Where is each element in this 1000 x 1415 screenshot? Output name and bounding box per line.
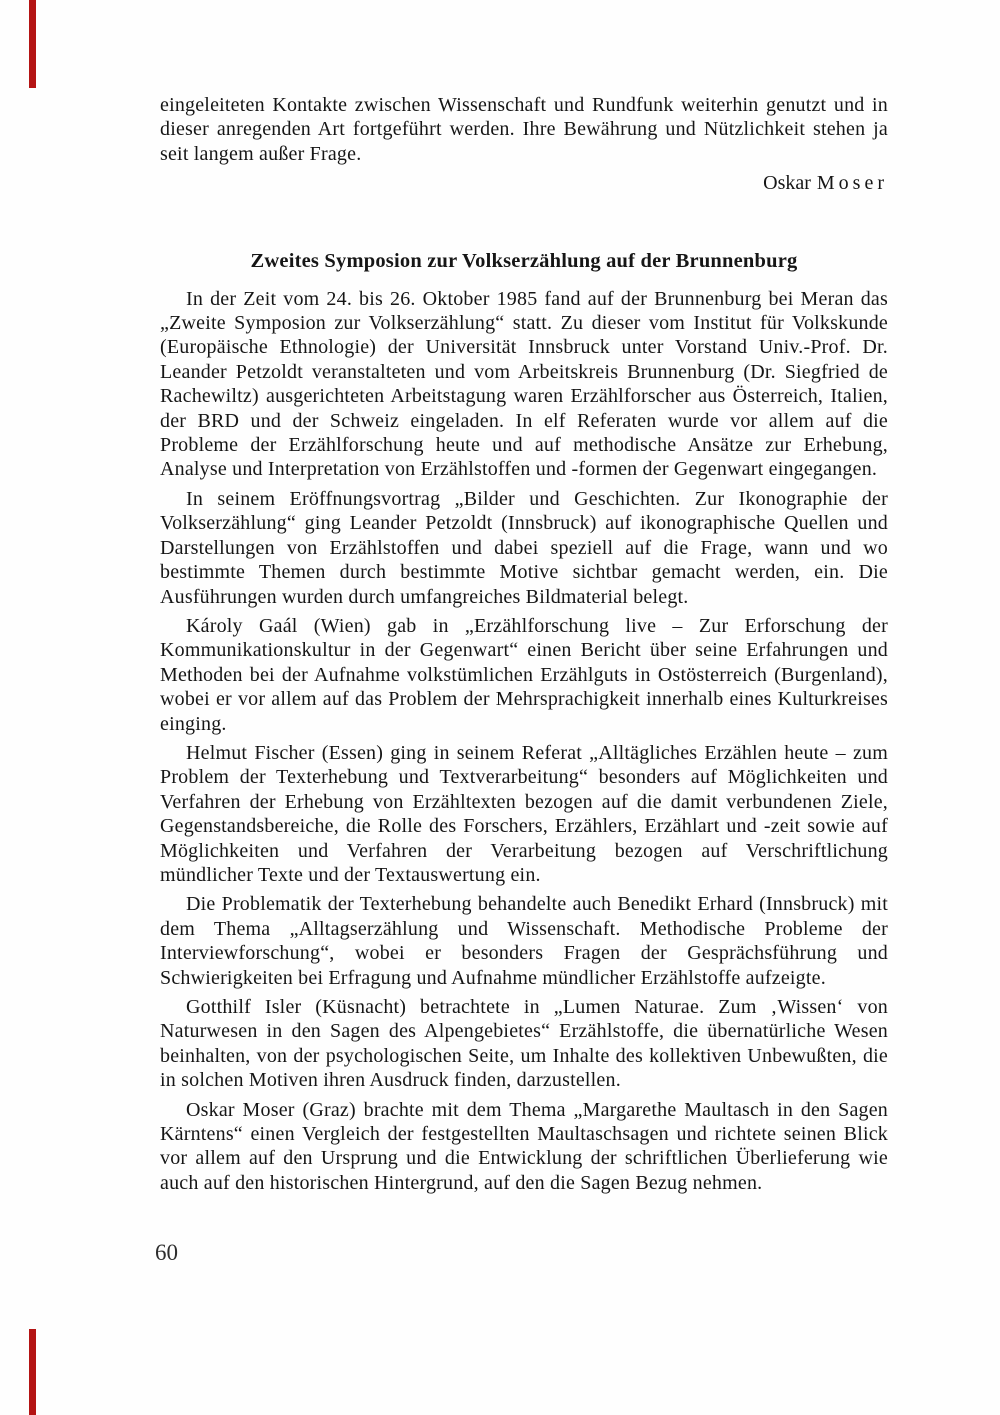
- intro-continuation-paragraph: eingeleiteten Kontakte zwischen Wissenschaft und Rundfunk weiterhin genutzt und in dieser anregenden Art fortgeführt werden. Ihre Bewährung und Nützlichkeit stehen ja seit langem außer Frage.: [160, 94, 888, 165]
- paragraph-fischer: Helmut Fischer (Essen) ging in seinem Referat „Alltägliches Erzählen heute – zum Problem der Texterhebung und Textverarbeitung“ besonders auf Möglichkeiten und Verfahren der Erhebung von Erzähltexten bezogen auf die damit verbundenen Ziele, Gegenstandsbereiche, die Rolle des Forschers, Erzählers, Erzählart und -zeit sowie auf Möglichkeiten und Verfahren der Verarbeitung bezogen auf Verschriftlichung mündlicher Texte und der Textauswertung ein.: [160, 741, 888, 886]
- section-title: Zweites Symposion zur Volkserzählung auf der Brunnenburg: [250, 249, 798, 272]
- signature-last-name: Moser: [816, 172, 888, 195]
- page-number: 60: [155, 1240, 178, 1265]
- paragraph-petzoldt: In seinem Eröffnungsvortrag „Bilder und Geschichten. Zur Ikonographie der Volkserzählung“ ging Leander Petzoldt (Innsbruck) auf ikonographische Quellen und Darstellungen von Erzählstoffen und dabei speziell auf die Frage, wann und wo bestimmte Themen durch bestimmte Motive sichtbar gemacht werden, ein. Die Ausführungen wurden durch umfangreiches Bildmaterial belegt.: [160, 487, 888, 608]
- red-margin-mark-bottom: [29, 1329, 36, 1415]
- author-signature: [160, 171, 888, 195]
- paragraph-erhard: Die Problematik der Texterhebung behandelte auch Benedikt Erhard (Innsbruck) mit dem Thema „Alltagserzählung und Wissenschaft. Methodische Probleme der Interviewforschung“, wobei er besonders Fragen der Gesprächsführung und Schwierigkeiten bei Erfragung und Aufnahme mündlicher Erzählstoffe aufzeigte.: [160, 893, 888, 989]
- paragraph-overview: In der Zeit vom 24. bis 26. Oktober 1985 fand auf der Brunnenburg bei Meran das „Zweite Symposion zur Volkserzählung“ statt. Zu dieser vom Institut für Volkskunde (Europäische Ethnologie) der Universität Innsbruck unter Vorstand Univ.-Prof. Dr. Leander Petzoldt veranstalteten und vom Arbeitskreis Brunnenburg (Dr. Siegfried de Rachewiltz) ausgerichteten Arbeitstagung waren Erzählforscher aus Österreich, Italien, der BRD und der Schweiz eingeladen. In elf Referaten wurde vor allem auf die Probleme der Erzählforschung heute und auf methodische Ansätze zur Erhebung, Analyse und Interpretation von Erzählstoffen und -formen der Gegenwart eingegangen.: [160, 287, 888, 481]
- red-margin-mark-top: [29, 0, 36, 88]
- text-column: [160, 93, 888, 1200]
- paragraph-moser: Oskar Moser (Graz) brachte mit dem Thema „Margarethe Maultasch in den Sagen Kärntens“ einen Vergleich der festgestellten Maultaschsagen und richtete seinen Blick vor allem auf den Ursprung und die Entwicklung der schriftlichen Überlieferung wie auch auf den historischen Hintergrund, auf den die Sagen Bezug nehmen.: [160, 1098, 888, 1194]
- signature-first-name: Oskar: [763, 172, 811, 195]
- paragraph-isler: Gotthilf Isler (Küsnacht) betrachtete in „Lumen Naturae. Zum ‚Wissen‘ von Naturwesen in den Sagen des Alpengebietes“ Erzählstoffe, die übernatürliche Wesen beinhalten, von der psychologischen Seite, um Inhalte des kollektiven Unbewußten, die in solchen Motiven ihren Ausdruck finden, darzustellen.: [160, 996, 888, 1092]
- paragraph-gaal: Károly Gaál (Wien) gab in „Erzählforschung live – Zur Erforschung der Kommunikationskultur in der Gegenwart“ einen Bericht über seine Erfahrungen und Methoden bei der Aufnahme volkstümlichen Erzählguts in Ostösterreich (Burgenland), wobei er vor allem auf das Problem der Mehrsprachigkeit innerhalb eines Kulturkreises einging.: [160, 614, 888, 735]
